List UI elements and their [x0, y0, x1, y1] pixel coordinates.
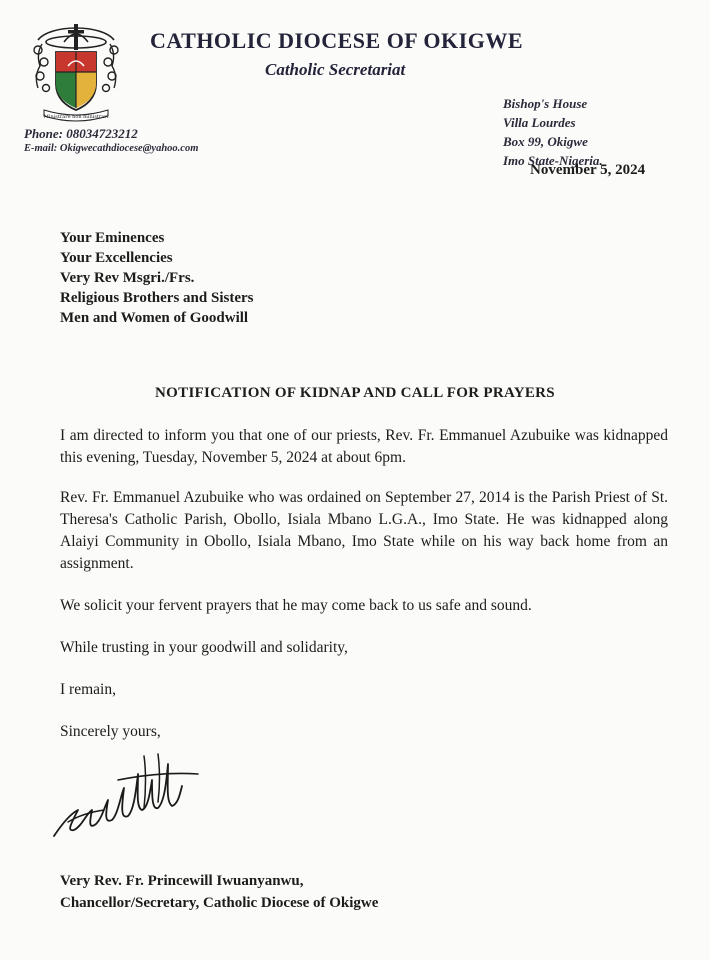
- diocese-crest-icon: [30, 22, 122, 122]
- salutation-line: Your Eminences: [60, 230, 165, 246]
- letter-heading: NOTIFICATION OF KIDNAP AND CALL FOR PRAYERS: [155, 385, 555, 401]
- diocese-title: CATHOLIC DIOCESE OF OKIGWE: [150, 28, 524, 53]
- address-line: Box 99, Okigwe: [503, 134, 588, 149]
- salutation-line: Very Rev Msgri./Frs.: [60, 270, 195, 286]
- body-paragraph: We solicit your fervent prayers that he may come back to us safe and sound.: [60, 597, 532, 614]
- signatory-title: Chancellor/Secretary, Catholic Diocese of Okigwe: [60, 895, 379, 911]
- crest-motto: Ministrare non ministrari: [43, 114, 109, 120]
- closing-line: I remain,: [60, 681, 116, 698]
- valediction: Sincerely yours,: [60, 723, 161, 740]
- address-line: Villa Lourdes: [503, 115, 576, 130]
- body-paragraph: I am directed to inform you that one of our priests, Rev. Fr. Emmanuel Azubuike was kidnapped this evening, Tuesday, November 5, 2024 at about 6pm.: [60, 427, 668, 466]
- email-address: E-mail: Okigwecathdiocese@yahoo.com: [24, 143, 199, 154]
- phone-number: Phone: 08034723212: [24, 126, 138, 141]
- contact-block: [24, 126, 198, 156]
- secretariat-subtitle: Catholic Secretariat: [265, 60, 406, 79]
- signatory-block: [60, 870, 378, 914]
- signatory-name: Very Rev. Fr. Princewill Iwuanyanwu,: [60, 873, 304, 889]
- salutation-line: Men and Women of Goodwill: [60, 310, 249, 326]
- address-line: Bishop's House: [503, 96, 588, 111]
- letter-date: November 5, 2024: [530, 162, 646, 178]
- body-paragraph: Rev. Fr. Emmanuel Azubuike who was ordained on September 27, 2014 is the Parish Priest of St. Theresa's Catholic Parish, Obollo, Isiala Mbano L.G.A., Imo State. He was kidnapped along Alaiyi Community in Obollo, Isiala Mbano, Imo State while on his way back home from an assignment.: [60, 489, 668, 572]
- salutation-line: Religious Brothers and Sisters: [60, 290, 254, 306]
- body-paragraph: While trusting in your goodwill and solidarity,: [60, 639, 348, 656]
- address-line: Imo State-Nigeria.: [503, 153, 603, 168]
- handwritten-signature: [48, 750, 208, 845]
- salutation-line: Your Excellencies: [60, 250, 173, 266]
- salutation-block: [60, 228, 253, 328]
- address-block: [503, 94, 603, 170]
